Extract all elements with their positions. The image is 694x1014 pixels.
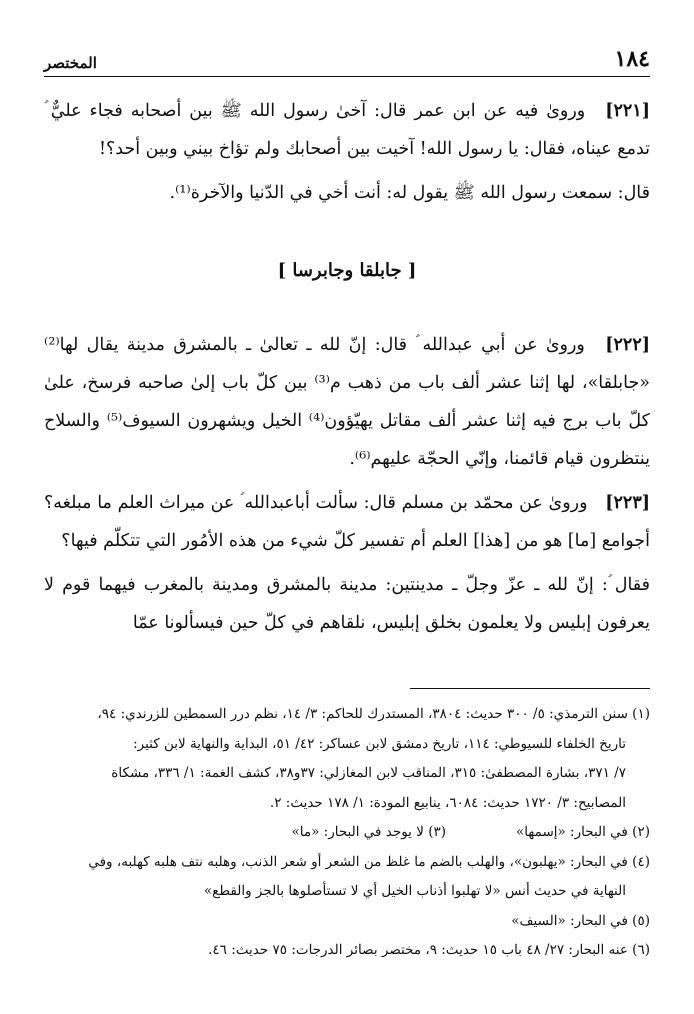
section-title: [ جابلقا وجابرسا ] [277, 260, 417, 281]
hadith-text: قال: سمعت رسول الله ﷺ يقول له: أنت أخي في الدّنيا والآخرة⁽¹⁾. [169, 183, 650, 203]
footnote-5: (٥) في البحار: «السيف» [511, 912, 650, 929]
page-header [44, 38, 650, 77]
footnote-4: (٤) في البحار: «يهلبون»، والهلب بالضم ما غلظ من الشعر أو شعر الذنب، وهلبه نتف هلبه كهلبه، وفي [88, 853, 650, 870]
footnote-1-line-4: المصابيح: ٣/ ١٧٢٠ حديث: ٦٠٨٤، ينابيع المودة: ١/ ١٧٨ حديث: ٢. [269, 794, 626, 811]
hadith-221-continuation [44, 174, 650, 212]
footnotes [44, 700, 650, 966]
footnote-1: (١) سنن الترمذي: ٥/ ٣٠٠ حديث: ٣٨٠٤، المستدرك للحاكم: ٣/ ١٤، نظم درر السمطين للزرندي: ٩٤، [97, 706, 650, 722]
footnote-3: (٣) لا يوجد في البحار: «ما» [291, 824, 447, 840]
hadith-text: وروىٰ عن محمّد بن مسلم قال: سألت أباعبدالله ؑ عن ميراث العلم ما مبلغه؟ أجوامع [ما] هو من [هذا] العلم أم تفسير كلّ شيء من هذه الأمُور التي تتكلّم فيها؟ [44, 493, 650, 551]
hadith-text: وروىٰ فيه عن ابن عمر قال: آخىٰ رسول الله ﷺ بين أصحابه فجاء عليٌّ ؑ تدمع عيناه، فقال: يا رسول الله! آخيت بين أصحابك ولم تؤاخ بيني وبين أحد؟! [44, 101, 650, 159]
hadith-223-continuation [44, 566, 650, 642]
hadith-221 [44, 92, 650, 168]
footnote-1-line-2: تاريخ الخلفاء للسيوطي: ١١٤، تاريخ دمشق لابن عساكر: ٤٢/ ٥١، البداية والنهاية لابن كثير: [133, 735, 626, 752]
main-text [44, 92, 650, 648]
footnote-4-line-2: النهاية في حديث أنس «لا تهلبوا أذناب الخيل أي لا تستأصلوها بالجز والقطع» [203, 883, 626, 899]
footnote-row-2-3 [44, 818, 650, 848]
page-number: ١٨٤ [614, 46, 650, 72]
footnote-1-line-3: ٧/ ٣٧١، بشارة المصطفىٰ: ٣١٥، المناقب لابن المغازلي: ٣٧و٣٨، كشف الغمة: ١/ ٣٣٦، مشكاة [111, 765, 626, 781]
hadith-text: وروىٰ عن أبي عبدالله ؑ قال: إنّ لله ـ تعالىٰ ـ بالمشرق مدينة يقال لها⁽²⁾ «جابلقا»، لها إثنا عشر ألف باب من ذهب م⁽³⁾ بين كلّ باب إلىٰ صاحبه فرسخ، علىٰ كلّ باب برج فيه إثنا عشر ألف مقاتل يهيّؤون⁽⁴⁾ الخيل ويشهرون السيوف⁽⁵⁾ والسلاح ينتظرون قيام قائمنا، وإنّي الحجّة عليهم⁽⁶⁾. [44, 335, 650, 469]
hadith-number: [٢٢٢] [605, 335, 650, 355]
hadith-223 [44, 484, 650, 560]
running-title: المختصر [44, 54, 97, 72]
hadith-text: فقال ؑ: إنّ لله ـ عزّ وجلّ ـ مدينتين: مدينة بالمشرق ومدينة بالمغرب فيهما قوم لا يعرفون إبليس ولا يعلمون بخلق إبليس، نلقاهم في كلّ حين فيسألونا عمّا [44, 575, 650, 633]
footnote-rule [410, 688, 650, 699]
hadith-number: [٢٢٣] [605, 493, 650, 513]
hadith-number: [٢٢١] [605, 101, 650, 121]
footnote-2: (٢) في البحار: «إسمها» [516, 824, 650, 840]
footnote-6: (٦) عنه البحار: ٢٧/ ٤٨ باب ١٥ حديث: ٩، مختصر بصائر الدرجات: ٧٥ حديث: ٤٦. [208, 942, 650, 958]
hadith-222 [44, 326, 650, 478]
